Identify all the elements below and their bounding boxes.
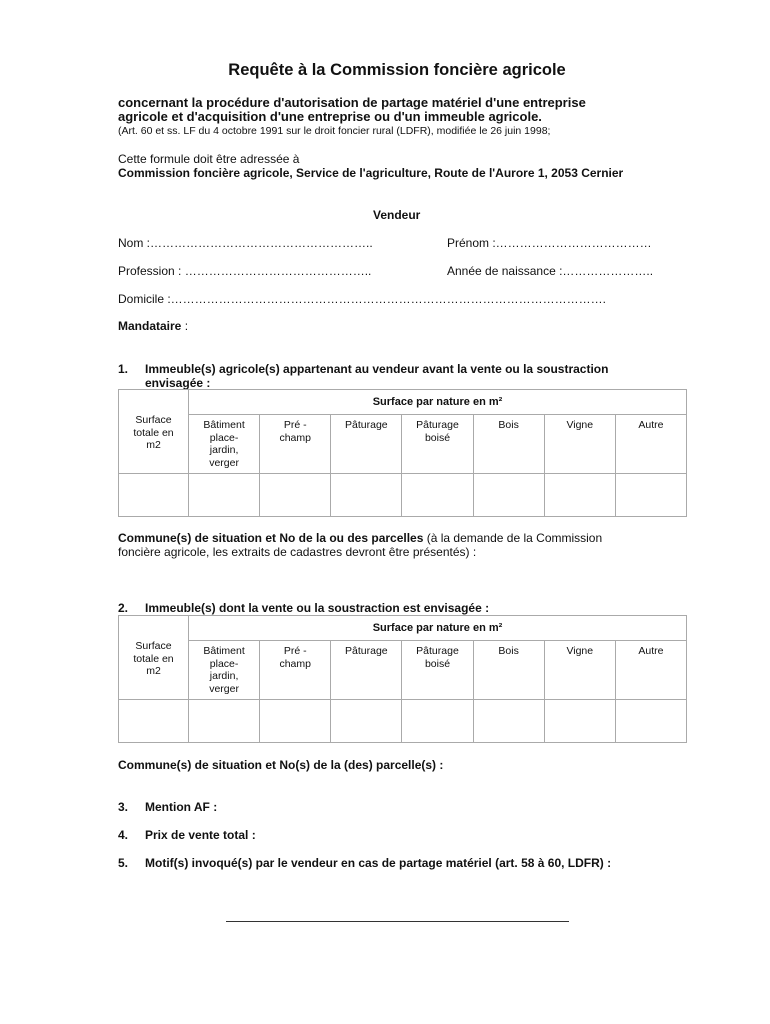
- input-cell-surface-totale[interactable]: [119, 700, 189, 743]
- input-cell-vigne[interactable]: [544, 700, 615, 743]
- input-cell-bois[interactable]: [473, 474, 544, 517]
- col-label-line: jardin,: [209, 444, 239, 456]
- col-label-line: Vigne: [566, 645, 594, 657]
- col-label-line: verger: [209, 682, 239, 695]
- col-label-line: Bois: [498, 645, 519, 657]
- input-cell-pre-champ[interactable]: [260, 474, 331, 517]
- col-pre-champ: [260, 415, 331, 474]
- col-label-line: Pâturage: [345, 419, 388, 431]
- profession-field: Profession : ………………………………………..: [118, 264, 372, 278]
- item-3-number: 3.: [118, 800, 129, 814]
- signature-line: [226, 921, 569, 922]
- section-1-commune: [118, 531, 602, 545]
- col-label-line: Vigne: [566, 419, 594, 431]
- item-5-label: Motif(s) invoqué(s) par le vendeur en cas de partage matériel (art. 58 à 60, LDFR) :: [145, 856, 612, 870]
- col-vigne: [544, 641, 615, 700]
- col-label-line: champ: [279, 657, 311, 670]
- input-cell-pre-champ[interactable]: [260, 700, 331, 743]
- surface-totale-line: Surface: [135, 640, 172, 652]
- nom-field: Nom :………………………………………………..: [118, 236, 373, 250]
- surface-totale-line: m2: [146, 665, 161, 677]
- domicile-field: Domicile :……………………………………………………………………………………………….: [118, 292, 607, 306]
- surface-totale-header: [119, 390, 189, 474]
- col-label-line: boisé: [424, 431, 451, 444]
- item-4-label: Prix de vente total :: [145, 828, 256, 842]
- section-1-commune-line-2: foncière agricole, les extraits de cadastres devront être présentés) :: [118, 545, 477, 559]
- col-label-line: champ: [279, 431, 311, 444]
- input-cell-paturage[interactable]: [331, 474, 402, 517]
- input-cell-vigne[interactable]: [544, 474, 615, 517]
- mandataire-field: [118, 319, 188, 333]
- item-4-number: 4.: [118, 828, 129, 842]
- address: Commission foncière agricole, Service de l'agriculture, Route de l'Aurore 1, 2053 Cernier: [118, 166, 624, 180]
- subtitle-line-1: concernant la procédure d'autorisation de partage matériel d'une entreprise: [118, 95, 586, 110]
- mandataire-colon: :: [181, 319, 189, 333]
- col-label-line: Autre: [638, 419, 664, 431]
- col-vigne: [544, 415, 615, 474]
- mandataire-label: Mandataire: [118, 319, 182, 333]
- section-2-heading-text: Immeuble(s) dont la vente ou la soustraction est envisagée :: [145, 601, 490, 615]
- col-label-line: Pâturage: [416, 645, 459, 657]
- input-cell-batiment[interactable]: [189, 474, 260, 517]
- address-intro: Cette formule doit être adressée à: [118, 152, 300, 166]
- input-cell-autre[interactable]: [615, 474, 686, 517]
- col-batiment: [189, 641, 260, 700]
- col-autre: [615, 641, 686, 700]
- col-paturage: [331, 415, 402, 474]
- col-label-line: Autre: [638, 645, 664, 657]
- col-label-line: Pré -: [283, 645, 307, 657]
- subtitle-line-2: agricole et d'acquisition d'une entreprise ou d'un immeuble agricole.: [118, 109, 542, 124]
- col-bois: [473, 641, 544, 700]
- prenom-field: Prénom :…………………………………: [447, 236, 652, 250]
- item-3-label: Mention AF :: [145, 800, 218, 814]
- surface-nature-header: Surface par nature en m²: [189, 390, 687, 415]
- item-5-number: 5.: [118, 856, 129, 870]
- col-bois: [473, 415, 544, 474]
- surface-totale-line: totale en: [133, 652, 174, 665]
- input-cell-surface-totale[interactable]: [119, 474, 189, 517]
- input-cell-autre[interactable]: [615, 700, 686, 743]
- item-4: [118, 828, 256, 842]
- col-label-line: Pâturage: [345, 645, 388, 657]
- col-autre: [615, 415, 686, 474]
- surface-totale-header: [119, 616, 189, 700]
- surface-table-1: [118, 389, 687, 517]
- col-paturage-boise: [402, 415, 473, 474]
- input-cell-paturage-boise[interactable]: [402, 700, 473, 743]
- section-1-number: 1.: [118, 362, 129, 376]
- col-paturage: [331, 641, 402, 700]
- col-label-line: verger: [209, 456, 239, 469]
- col-label-line: Bâtiment: [203, 645, 245, 657]
- col-label-line: place-: [209, 657, 239, 670]
- section-2-commune: Commune(s) de situation et No(s) de la (des) parcelle(s) :: [118, 758, 444, 772]
- section-2-number: 2.: [118, 601, 129, 615]
- surface-table-2: [118, 615, 687, 743]
- surface-totale-line: Surface: [135, 414, 172, 426]
- section-1-commune-note: (à la demande de la Commission: [423, 531, 603, 545]
- col-pre-champ: [260, 641, 331, 700]
- col-label-line: Pâturage: [416, 419, 459, 431]
- document-title: Requête à la Commission foncière agricole: [228, 61, 566, 79]
- surface-totale-line: m2: [146, 439, 161, 451]
- section-1-heading-line-1: Immeuble(s) agricole(s) appartenant au vendeur avant la vente ou la soustraction: [145, 362, 609, 376]
- annee-naissance-field: Année de naissance :…………………..: [447, 264, 654, 278]
- input-cell-bois[interactable]: [473, 700, 544, 743]
- col-label-line: jardin,: [209, 670, 239, 682]
- input-cell-paturage-boise[interactable]: [402, 474, 473, 517]
- col-batiment: [189, 415, 260, 474]
- vendeur-heading: Vendeur: [373, 208, 421, 222]
- legal-reference: (Art. 60 et ss. LF du 4 octobre 1991 sur le droit foncier rural (LDFR), modifiée le 26 juin 1998;: [118, 125, 551, 137]
- input-cell-batiment[interactable]: [189, 700, 260, 743]
- item-5: [118, 856, 611, 870]
- section-1-heading-line-2: envisagée :: [145, 376, 211, 390]
- item-3: [118, 800, 217, 814]
- section-1-heading: [118, 362, 608, 376]
- section-2-heading: [118, 601, 489, 615]
- col-label-line: place-: [209, 431, 239, 444]
- col-label-line: boisé: [424, 657, 451, 670]
- col-label-line: Pré -: [283, 419, 307, 431]
- section-1-commune-label: Commune(s) de situation et No de la ou des parcelles: [118, 531, 424, 545]
- surface-totale-line: totale en: [133, 426, 174, 439]
- col-paturage-boise: [402, 641, 473, 700]
- col-label-line: Bois: [498, 419, 519, 431]
- input-cell-paturage[interactable]: [331, 700, 402, 743]
- col-label-line: Bâtiment: [203, 419, 245, 431]
- surface-nature-header: Surface par nature en m²: [189, 616, 687, 641]
